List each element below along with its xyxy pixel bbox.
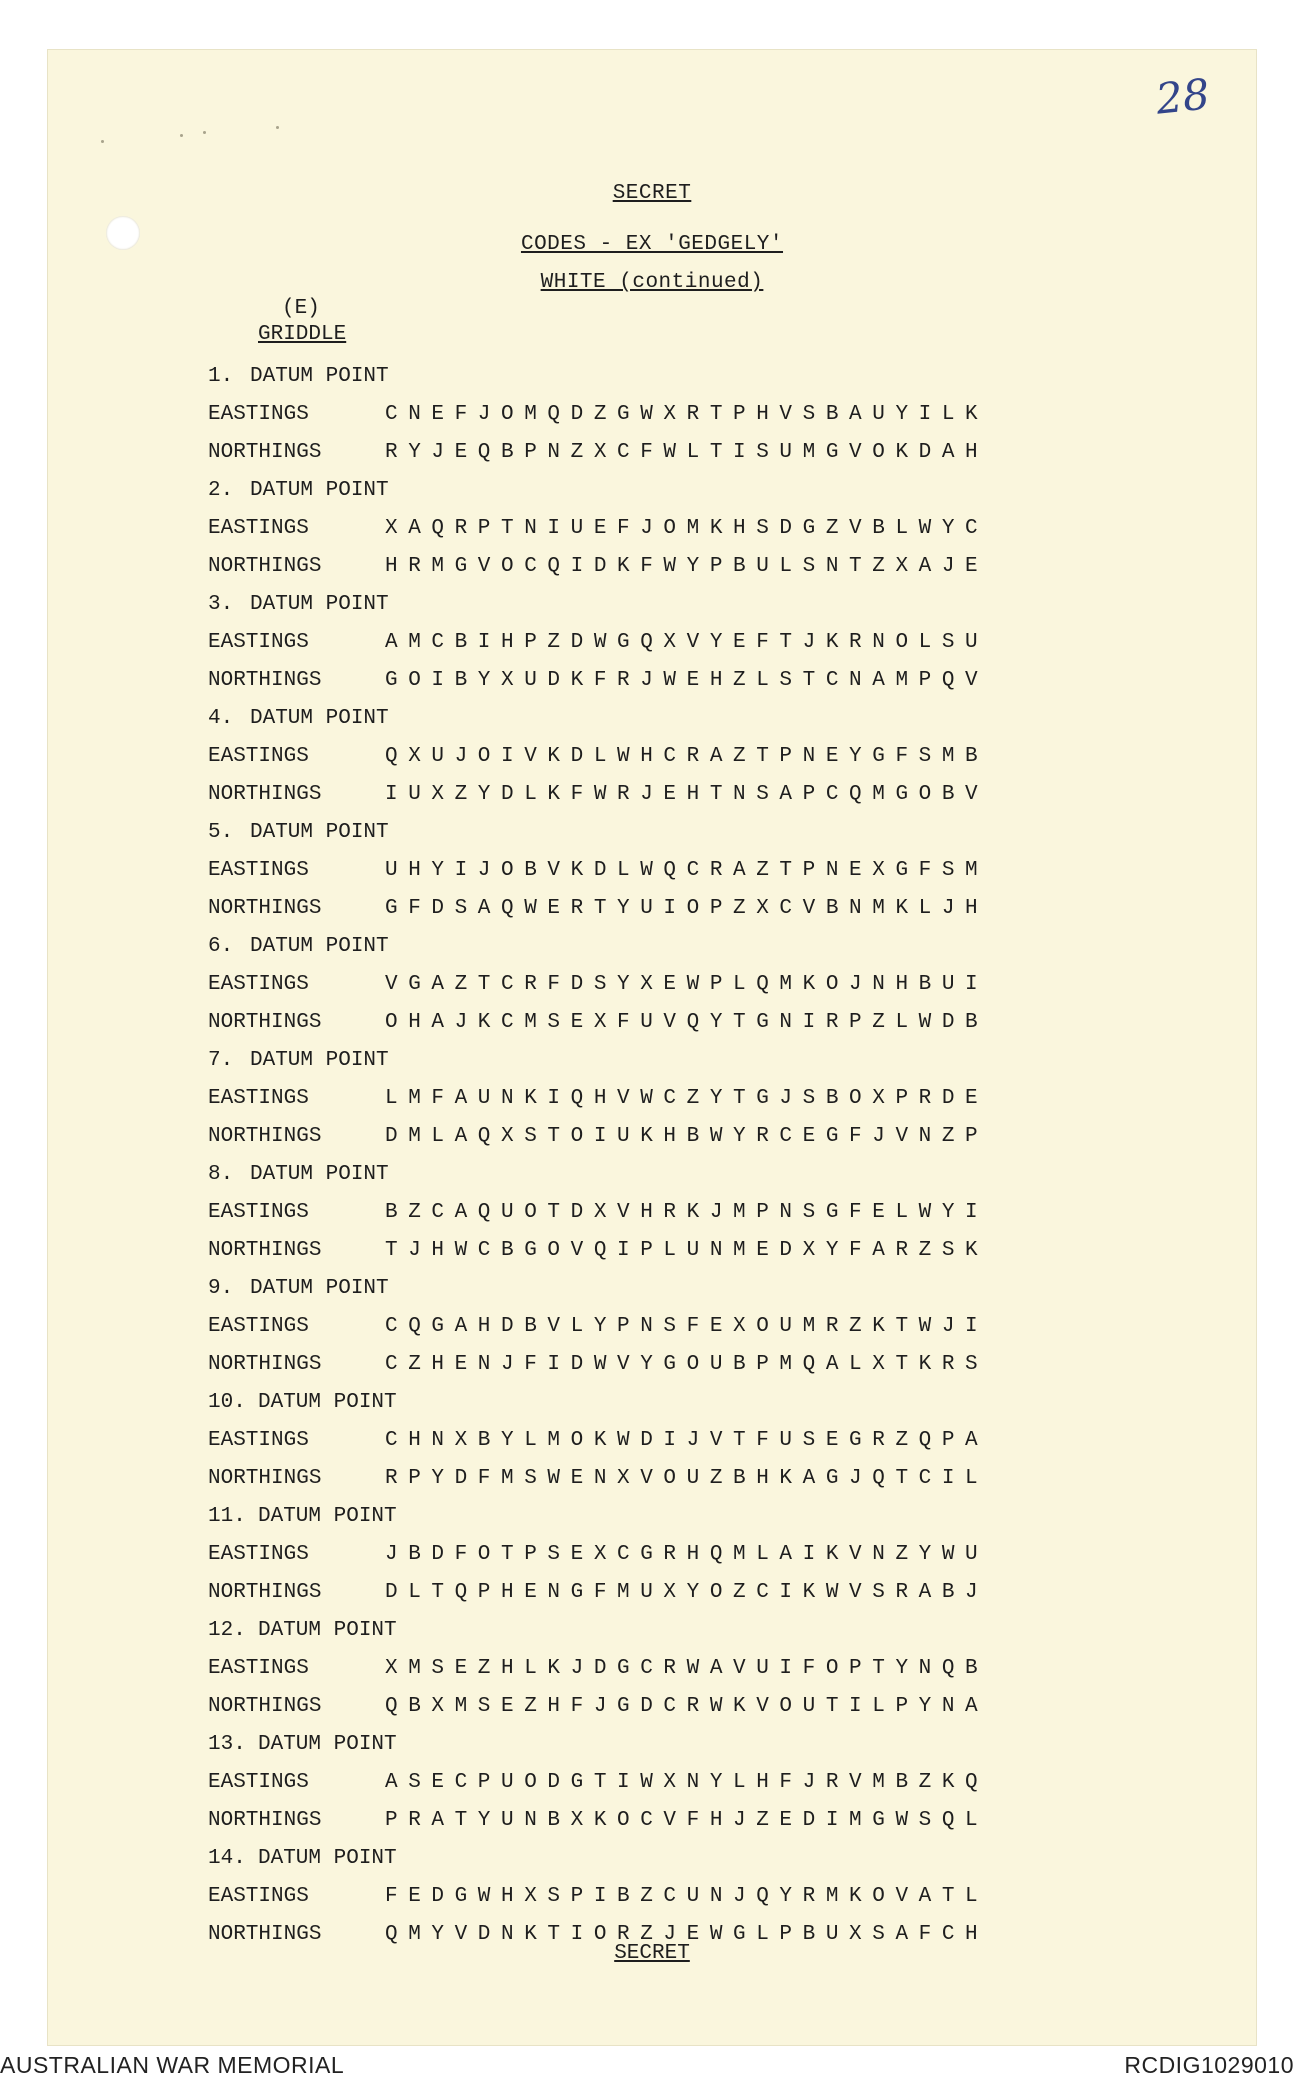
northings-label: NORTHINGS: [208, 1239, 322, 1262]
northings-label: NORTHINGS: [208, 783, 322, 806]
northings-code: TJHWCBGOVQIPLUNMEDXYFARZSK: [385, 1239, 989, 1262]
northings-label: NORTHINGS: [208, 669, 322, 692]
eastings-code: JBDFOTPSEXCGRHQMLAIKVNZYWU: [385, 1543, 989, 1566]
eastings-label: EASTINGS: [208, 973, 309, 996]
datum-point-heading: [208, 927, 1208, 965]
northings-code: RYJEQBPNZXCFWLTISUMGVOKDAH: [385, 441, 989, 464]
datum-point-number: 13.: [208, 1733, 246, 1756]
northings-row: [208, 433, 1208, 471]
northings-row: [208, 1345, 1208, 1383]
datum-point-label: DATUM POINT: [250, 365, 389, 388]
northings-label: NORTHINGS: [208, 1011, 322, 1034]
eastings-label: EASTINGS: [208, 1087, 309, 1110]
northings-label: NORTHINGS: [208, 1125, 322, 1148]
eastings-row: [208, 623, 1208, 661]
datum-point-number: 12.: [208, 1619, 246, 1642]
datum-point-number: 14.: [208, 1847, 246, 1870]
institution-caption: AUSTRALIAN WAR MEMORIAL: [0, 2052, 345, 2078]
datum-point-heading: [208, 471, 1208, 509]
eastings-row: [208, 1649, 1208, 1687]
datum-point-label: DATUM POINT: [258, 1619, 397, 1642]
datum-point-number: 7.: [208, 1049, 234, 1072]
northings-code: QMYVDNKTIORZJEWGLPBUXSAFCH: [385, 1923, 989, 1946]
eastings-code: LMFAUNKIQHVWCZYTGJSBOXPRDE: [385, 1087, 989, 1110]
eastings-row: [208, 851, 1208, 889]
reference-caption: RCDIG1029010: [1124, 2052, 1294, 2078]
datum-point-label: DATUM POINT: [258, 1391, 397, 1414]
datum-point-label: DATUM POINT: [250, 1277, 389, 1300]
datum-point-heading: [208, 699, 1208, 737]
northings-label: NORTHINGS: [208, 897, 322, 920]
eastings-label: EASTINGS: [208, 1543, 309, 1566]
northings-label: NORTHINGS: [208, 555, 322, 578]
datum-point-heading: [208, 357, 1208, 395]
northings-row: [208, 547, 1208, 585]
classification-header: SECRET: [612, 182, 692, 205]
datum-point-label: DATUM POINT: [250, 1163, 389, 1186]
paper-mark: [101, 140, 104, 143]
eastings-label: EASTINGS: [208, 1885, 309, 1908]
eastings-label: EASTINGS: [208, 1771, 309, 1794]
paper-mark: [180, 134, 183, 137]
eastings-code: XMSEZHLKJDGCRWAVUIFOPTYNQB: [385, 1657, 989, 1680]
eastings-label: EASTINGS: [208, 1657, 309, 1680]
northings-code: QBXMSEZHFJGDCRWKVOUTILPYNA: [385, 1695, 989, 1718]
datum-point-heading: [208, 1155, 1208, 1193]
datum-point-label: DATUM POINT: [250, 821, 389, 844]
datum-point-number: 5.: [208, 821, 234, 844]
eastings-label: EASTINGS: [208, 1429, 309, 1452]
northings-row: [208, 1231, 1208, 1269]
datum-point-label: DATUM POINT: [250, 935, 389, 958]
northings-code: DMLAQXSTOIUKHBWYRCEGFJVNZP: [385, 1125, 989, 1148]
eastings-label: EASTINGS: [208, 517, 309, 540]
datum-point-heading: [208, 1725, 1208, 1763]
eastings-label: EASTINGS: [208, 631, 309, 654]
document-subtitle: WHITE (continued): [540, 271, 764, 294]
eastings-code: ASECPUODGTIWXNYLHFJRVMBZKQ: [385, 1771, 989, 1794]
northings-row: [208, 775, 1208, 813]
northings-code: GFDSAQWERTYUIOPZXCVBNMKLJH: [385, 897, 989, 920]
eastings-label: EASTINGS: [208, 859, 309, 882]
northings-row: [208, 1573, 1208, 1611]
eastings-row: [208, 395, 1208, 433]
datum-point-label: DATUM POINT: [250, 707, 389, 730]
datum-point-heading: [208, 813, 1208, 851]
northings-label: NORTHINGS: [208, 1809, 322, 1832]
northings-row: [208, 1117, 1208, 1155]
northings-code: CZHENJFIDWVYGOUBPMQALXTKRS: [385, 1353, 989, 1376]
northings-row: [208, 889, 1208, 927]
northings-label: NORTHINGS: [208, 1923, 322, 1946]
datum-point-heading: [208, 1041, 1208, 1079]
eastings-row: [208, 509, 1208, 547]
datum-point-label: DATUM POINT: [258, 1733, 397, 1756]
eastings-code: XAQRPTNIUEFJOMKHSDGZVBLWYC: [385, 517, 989, 540]
northings-label: NORTHINGS: [208, 441, 322, 464]
eastings-row: [208, 1877, 1208, 1915]
northings-row: [208, 661, 1208, 699]
eastings-code: QXUJOIVKDLWHCRAZTPNEYGFSMB: [385, 745, 989, 768]
northings-code: OHAJKCMSEXFUVQYTGNIRPZLWDB: [385, 1011, 989, 1034]
datum-point-heading: [208, 1269, 1208, 1307]
datum-point-label: DATUM POINT: [258, 1505, 397, 1528]
paper-mark: [276, 126, 279, 129]
eastings-code: BZCAQUOTDXVHRKJMPNSGFELWYI: [385, 1201, 989, 1224]
datum-point-number: 4.: [208, 707, 234, 730]
datum-point-number: 11.: [208, 1505, 246, 1528]
northings-label: NORTHINGS: [208, 1467, 322, 1490]
northings-row: [208, 1687, 1208, 1725]
datum-point-heading: [208, 1497, 1208, 1535]
datum-point-label: DATUM POINT: [258, 1847, 397, 1870]
classification-footer: SECRET: [614, 1942, 690, 1965]
datum-point-number: 10.: [208, 1391, 246, 1414]
eastings-row: [208, 737, 1208, 775]
northings-row: [208, 1459, 1208, 1497]
eastings-label: EASTINGS: [208, 745, 309, 768]
eastings-row: [208, 1079, 1208, 1117]
northings-label: NORTHINGS: [208, 1353, 322, 1376]
northings-row: [208, 1003, 1208, 1041]
northings-code: HRMGVOCQIDKFWYPBULSNTZXAJE: [385, 555, 989, 578]
northings-row: [208, 1801, 1208, 1839]
northings-code: RPYDFMSWENXVOUZBHKAGJQTCIL: [385, 1467, 989, 1490]
datum-point-label: DATUM POINT: [250, 479, 389, 502]
northings-code: DLTQPHENGFMUXYOZCIKWVSRABJ: [385, 1581, 989, 1604]
eastings-row: [208, 1535, 1208, 1573]
datum-point-number: 9.: [208, 1277, 234, 1300]
datum-point-number: 6.: [208, 935, 234, 958]
folio-number: 28: [1153, 69, 1212, 124]
northings-code: IUXZYDLKFWRJEHTNSAPCQMGOBV: [385, 783, 989, 806]
datum-point-heading: [208, 1839, 1208, 1877]
datum-point-heading: [208, 585, 1208, 623]
eastings-code: CNEFJOMQDZGWXRTPHVSBAUYILK: [385, 403, 989, 426]
datum-point-heading: [208, 1383, 1208, 1421]
document-title: CODES - EX 'GEDGELY': [520, 233, 784, 256]
datum-point-number: 1.: [208, 365, 234, 388]
datum-point-heading: [208, 1611, 1208, 1649]
datum-point-number: 3.: [208, 593, 234, 616]
paper-mark: [203, 131, 206, 134]
northings-label: NORTHINGS: [208, 1581, 322, 1604]
eastings-row: [208, 1193, 1208, 1231]
eastings-label: EASTINGS: [208, 1315, 309, 1338]
eastings-code: CHNXBYLMOKWDIJVTFUSEGRZQPA: [385, 1429, 989, 1452]
section-marker: (E): [282, 297, 320, 320]
eastings-code: AMCBIHPZDWGQXVYEFTJKRNOLSU: [385, 631, 989, 654]
datum-point-number: 2.: [208, 479, 234, 502]
datum-point-label: DATUM POINT: [250, 593, 389, 616]
eastings-label: EASTINGS: [208, 1201, 309, 1224]
eastings-code: UHYIJOBVKDLWQCRAZTPNEXGFSM: [385, 859, 989, 882]
eastings-row: [208, 1421, 1208, 1459]
eastings-label: EASTINGS: [208, 403, 309, 426]
northings-label: NORTHINGS: [208, 1695, 322, 1718]
datum-point-label: DATUM POINT: [250, 1049, 389, 1072]
eastings-code: FEDGWHXSPIBZCUNJQYRMKOVATL: [385, 1885, 989, 1908]
eastings-code: CQGAHDBVLYPNSFEXOUMRZKTWJI: [385, 1315, 989, 1338]
eastings-row: [208, 965, 1208, 1003]
eastings-row: [208, 1763, 1208, 1801]
eastings-code: VGAZTCRFDSYXEWPLQMKOJNHBUI: [385, 973, 989, 996]
northings-code: GOIBYXUDKFRJWEHZLSTCNAMPQV: [385, 669, 989, 692]
eastings-row: [208, 1307, 1208, 1345]
datum-point-number: 8.: [208, 1163, 234, 1186]
datum-point-list: [208, 357, 1208, 1953]
northings-code: PRATYUNBXKOCVFHJZEDIMGWSQL: [385, 1809, 989, 1832]
section-name: GRIDDLE: [258, 323, 347, 346]
